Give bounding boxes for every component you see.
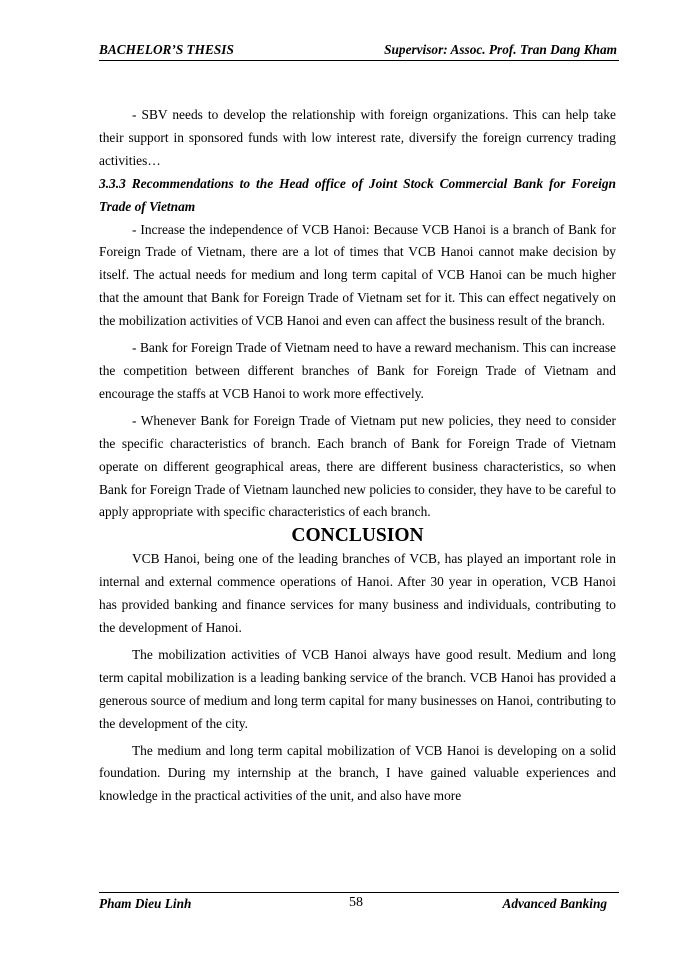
paragraph-independence: - Increase the independence of VCB Hanoi: Because VCB Hanoi is a branch of Bank for Foreign Trade of Vietnam, there are a lot of times that VCB Hanoi cannot make decision by itself. The actual needs for medium and long term capital of VCB Hanoi can be much higher that the amount that Bank for Foreign Trade of Vietnam set for it. This can effect negatively on the mobilization activities of VCB Hanoi and even can affect the business result of the branch. [99, 221, 616, 329]
section-heading: 3.3.3 Recommendations to the Head office of Joint Stock Commercial Bank for Foreign Trade of Vietnam [99, 175, 616, 214]
page-body [99, 104, 616, 808]
page-header [99, 40, 619, 60]
page-footer [99, 896, 619, 916]
footer-course: Advanced Banking [502, 896, 607, 911]
header-supervisor: Supervisor: Assoc. Prof. Tran Dang Kham [384, 42, 617, 57]
conclusion-paragraph-3: The medium and long term capital mobilization of VCB Hanoi is developing on a solid foundation. During my internship at the branch, I have gained valuable experiences and knowledge in the practical activities of the unit, and also have more [99, 742, 616, 804]
paragraph-policies: - Whenever Bank for Foreign Trade of Vietnam put new policies, they need to consider the specific characteristics of branch. Each branch of Bank for Foreign Trade of Vietnam operate on different geographical areas, there are different business characteristics, so when Bank for Foreign Trade of Vietnam launched new policies to consider, they have to be careful to apply appropriate with specific characteristics of each branch. [99, 412, 616, 520]
page-number: 58 [349, 895, 363, 910]
conclusion-title: CONCLUSION [291, 525, 424, 547]
header-rule [99, 60, 619, 61]
conclusion-paragraph-1: VCB Hanoi, being one of the leading branches of VCB, has played an important role in internal and external commence operations of Hanoi. After 30 year in operation, VCB Hanoi has provided banking and finance services for many business and individuals, contributing to the development of Hanoi. [99, 551, 616, 636]
conclusion-paragraph-2: The mobilization activities of VCB Hanoi always have good result. Medium and long term capital mobilization is a leading banking service of the branch. VCB Hanoi has provided a generous source of medium and long term capital for many businesses on Hanoi, contributing to the development of the city. [99, 646, 616, 731]
header-thesis-label: BACHELOR’S THESIS [99, 42, 234, 57]
paragraph-sbv: - SBV needs to develop the relationship with foreign organizations. This can help take their support in sponsored funds with low interest rate, diversify the foreign currency trading activities… [99, 107, 616, 168]
footer-rule [99, 892, 619, 893]
paragraph-reward: - Bank for Foreign Trade of Vietnam need to have a reward mechanism. This can increase the competition between different branches of Bank for Foreign Trade of Vietnam and encourage the staffs at VCB Hanoi to work more effectively. [99, 340, 616, 401]
footer-author: Pham Dieu Linh [99, 896, 192, 911]
